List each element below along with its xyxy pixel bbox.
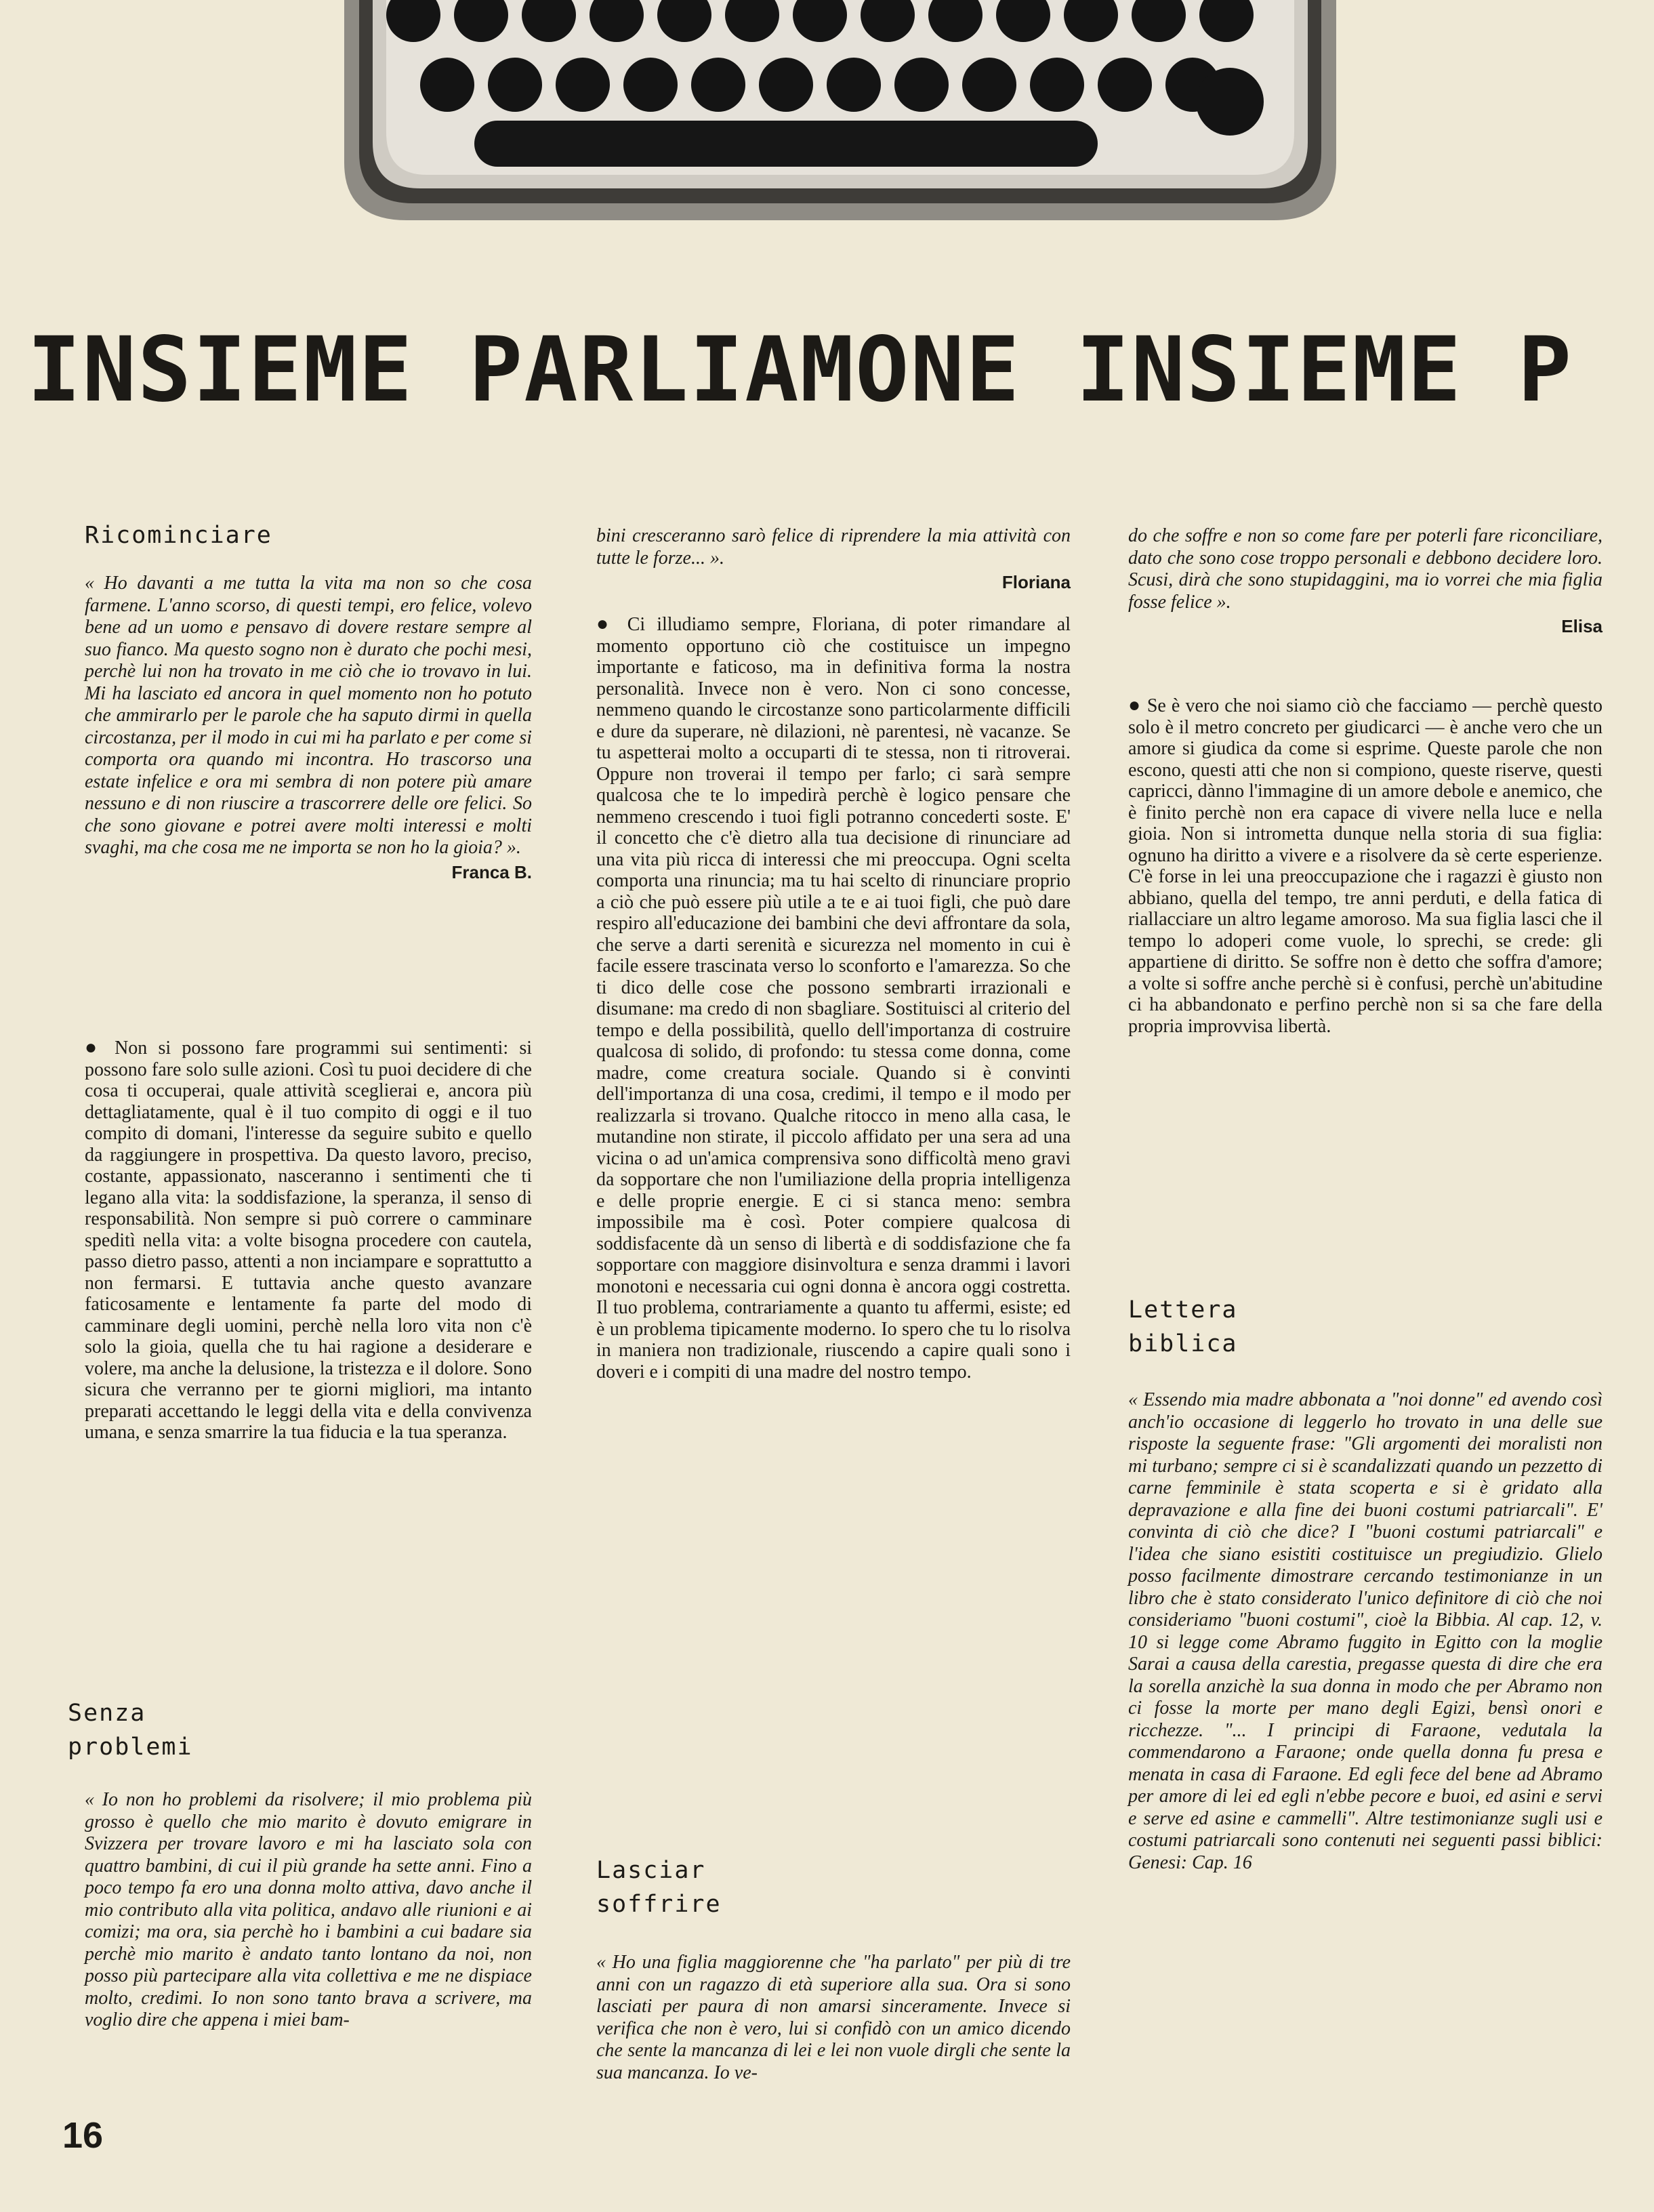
reply-floriana [596, 613, 1071, 1382]
bullet-icon: ● [85, 1036, 115, 1059]
letter-franca [85, 573, 532, 883]
letter-floriana-continued [596, 525, 1071, 593]
heading-senza-problemi [68, 1696, 515, 1764]
reply-text: Non si possono fare programmi sui sentimenti: si possono fare solo sulle azioni. Così tu puoi decidere di che cosa ti occuperai, quale attività sceglierai e, ancora più dettagliatamente, qual è il tuo compito di oggi e il tuo compito di domani, l'interesse da seguire subito e quello da raggiungere in prospettiva. Da questo lavoro, preciso, costante, appassionato, nasceranno i sentimenti che ti legano alla vita: la soddisfazione, la speranza, il senso di responsabilità. Non sempre si può correre o camminare speditì nella vita: a volte bisogna procedere con cautela, passo dietro passo, attenti a non inciampare e soprattutto a non fermarsi. E tuttavia anche questo avanzare faticosamente e lentamente fa parte del modo di camminare degli uomini, perchè nella loro vita non c'è solo la gioia, quella che tu hai ragione a desiderare e volere, ma anche la delusione, la tristezza e il dolore. Sono sicura che verranno per te giorni migliori, ma intanto preparati accettando le leggi della vita e della convivenza umana, e senza smarrire la tua fiducia e la tua speranza. [85, 1038, 532, 1443]
letter-elisa [596, 1952, 1071, 2084]
typewriter-key [1098, 58, 1152, 112]
letter-text: « Essendo mia madre abbonata a "noi donne" ed avendo così anch'io occasione di leggerlo ho trovato in una delle sue risposte la seguente frase: "Gli argomenti dei moralisti non mi turbano; sempre ci si è scandalizzati quando un pezzetto di carne femminile è stata scoperta e si è gridato alla depravazione e alla fine dei buoni costumi patriarcali". E' convinta di ciò che dice? I "buoni costumi patriarcali" e l'idea che siano esistiti costituisce un pregiudizio. Glielo posso facilmente dimostrare cercando testimonianze in un libro che è stato considerato l'unico definitore di ciò che noi consideriamo "buoni costumi", cioè la Bibbia. Al cap. 12, v. 10 si legge come Abramo fuggito in Egitto con la moglie Sarai a causa della carestia, pregasse questa di dire che era la sorella anzichè la sua donna in modo che per Abramo non ci fosse la morte per mano degli Egizi, bensì onori e ricchezze. "... I principi di Faraone, vedutala la commendarono a Faraone; onde quella donna fu presa e menata in casa di Faraone. Ed egli fece del bene ad Abramo per amore di lei ed egli n'ebbe pecore e buoi, ed asini e servi e serve ed asine e cammelli". Altre testimonianze sugli usi e costumi patriarcali sono contenuti nei seguenti passi biblici: Genesi: Cap. 16 [1128, 1389, 1603, 1873]
heading-line: soffrire [596, 1891, 722, 1918]
signature-floriana: Floriana [1001, 572, 1071, 592]
reply-text: Ci illudiamo sempre, Floriana, di poter rimandare al momento opportuno ciò che costituisce un impegno importante e faticoso, ma in definitiva forma la nostra personalità. Invece non è vero. Non ci sono concesse, nemmeno quando le circostanze sono particolarmente difficili e dure da superare, nè dilazioni, nè parentesi, nè vacanze. Se tu aspetterai molto a occuparti di te stessa, non ti ritroverai. Oppure non troverai il tempo per farlo; ci sarà sempre qualcosa che te lo impedirà perchè è logico pensare che nemmeno crescendo i tuoi figli potranno concederti soste. E' il concetto che c'è dietro alla tua decisione di rinunciare ad una vita più ricca di interessi che mi preoccupa. Ogni scelta comporta una rinuncia; ma tu hai scelto di rinunciare proprio a ciò che può essere più utile a te e ai tuoi figli, che può dare respiro all'educazione dei bambini che devi affrontare da sola, che serve a darti serenità e sicurezza nel momento in cui è facile essere trascinata verso lo sconforto e l'amarezza. So che ti dico delle cose che possono sembrarti irrazionali e disumane: ma credo di non sbagliare. Sostituisci al criterio del tempo e della possibilità, quello dell'importanza di costruire qualcosa di solido, di profondo: tu stessa come donna, come madre, come creatura sociale. Quando si è convinti dell'importanza di una cosa, credimi, il tempo e il modo per realizzarla si trovano. Qualche ritocco in meno alla casa, le mutandine non stirate, il piccolo affidato per una sera ad una vicina o ad un'amica comprensiva sono difficoltà meno gravi da sopportare che non l'umiliazione della propria intelligenza e delle proprie energie. E ci si stanca meno: sembra impossibile ma è così. Poter compiere qualcosa di soddisfacente dà un senso di libertà e di soddisfazione che fa sopportare con maggiore disinvoltura e senza drammi i lavori monotoni e necessaria cui ogni donna è ancora oggi costretta. Il tuo problema, contrariamente a quanto tu affermi, esiste; ed è un problema tipicamente moderno. Io spero che tu lo risolva in maniera non tradizionale, riuscendo a capire quali sono i doveri e i compiti di una madre del nostro tempo. [596, 614, 1071, 1382]
heading-line: biblica [1128, 1330, 1238, 1357]
heading-ricominciare: Ricominciare [85, 522, 272, 549]
reply-elisa [1128, 695, 1603, 1037]
typewriter-key [894, 58, 949, 112]
typewriter-key [759, 58, 813, 112]
letter-text: « Io non ho problemi da risolvere; il mio problema più grosso è quello che mio marito è dovuto emigrare in Svizzera per trovare lavoro e mi ha lasciato sola con quattro bambini, di cui il più grande ha sette anni. Fino a poco tempo fa ero una donna molto attiva, davo anche il mio contributo alla vita politica, andavo alle riunioni e ai comizi; ma ora, sia perchè ho i bambini a cui badare sia perchè mio marito è andato tanto lontano da noi, non posso più partecipare alla vita collettiva e me ne dispiace molto, credimi. Io non sono tanto brava a scrivere, ma voglio dire che appena i miei bam- [85, 1789, 532, 2030]
typewriter-key [827, 58, 881, 112]
typewriter-key [420, 58, 474, 112]
typewriter-key [1196, 68, 1264, 136]
typewriter-key [962, 58, 1016, 112]
letter-text: « Ho davanti a me tutta la vita ma non so che cosa farmene. L'anno scorso, di questi tempi, ero felice, volevo bene ad un uomo e pensavo di dovere restare sempre al suo fianco. Ma questo sogno non è durato che pochi mesi, perchè lui non ha trovato in me ciò che io trovavo in lui. Mi ha lasciato ed ancora in quel momento non ho potuto che ammirarlo per le parole che ha saputo dirmi in quella circostanza, per il modo in cui mi ha parlato e per come si comporta ora quando mi incontra. Ho trascorso una estate infelice e ora mi sembra di non potere più amare nessuno e di non riuscire a trascorrere delle ore felici. So che sono giovane e potrei avere molti interessi e molti svaghi, ma che cosa me ne importa se non ho la gioia? ». [85, 573, 532, 858]
signature-elisa: Elisa [1561, 616, 1603, 636]
heading-lettera-biblica [1128, 1293, 1603, 1361]
signature-franca: Franca B. [451, 861, 532, 882]
typewriter-key [556, 58, 610, 112]
column-1 [85, 518, 532, 552]
heading-line: Senza [68, 1700, 146, 1727]
typewriter-key [691, 58, 745, 112]
typewriter-key [488, 58, 542, 112]
letter-biblica [1128, 1389, 1603, 1874]
typewriter-key [1030, 58, 1084, 112]
typewriter-key [623, 58, 678, 112]
page-number: 16 [62, 2115, 104, 2156]
heading-line: problemi [68, 1734, 193, 1761]
letter-text: bini cresceranno sarò felice di riprendere la mia attività con tutte le forze... ». [596, 525, 1071, 569]
bullet-icon: ● [1128, 694, 1147, 716]
heading-line: Lasciar [596, 1857, 706, 1884]
heading-line: Lettera [1128, 1296, 1238, 1324]
bullet-icon: ● [596, 613, 627, 635]
letter-text: do che soffre e non so come fare per poterli fare riconciliare, dato che sono cose troppo personali e debbono decidere loro. Scusi, dirà che sono stupidaggini, ma io vorrei che mia figlia fosse felice ». [1128, 525, 1603, 613]
heading-lasciar-soffrire [596, 1853, 1071, 1921]
reply-text: Se è vero che noi siamo ciò che facciamo — perchè questo solo è il metro concreto per giudicarci — è anche vero che un amore si giudica da come si esprime. Queste parole che non escono, questi atti che non si compiono, queste riserve, questi capricci, dànno l'immagine di un amore debole e anemico, che è finito perchè non era capace di vivere nella luce e nella gioia. Non si intrometta dunque nella storia di sua figlia: ognuno ha diritto a vivere e a risolvere da sè certe esperienze. C'è forse in lei una preoccupazione che i ragazzi è giusto non abbiano, quella del tempo, tre anni perduti, e della fatica di riallacciare un altro legame amoroso. Ma sua figlia lasci che il tempo lo adoperi come vuole, lo sprechi, se crede: gli appartiene di diritto. Se soffre non è detto che soffra d'amore; a volte si soffre anche perchè si è confusi, perchè un'abitudine ci ha abbandonato e perfino perchè non si sa che fare della propria improvvisa libertà. [1128, 695, 1603, 1037]
letter-elisa-continued [1128, 525, 1603, 637]
letter-floriana [85, 1789, 532, 2032]
letter-text: « Ho una figlia maggiorenne che "ha parlato" per più di tre anni con un ragazzo di età superiore alla sua. Ora si sono lasciati per paura di non amarsi sinceramente. Invece si verifica che non è vero, lui si confidò con un amico dicendo che sente la mancanza di lei e lei non vuole dirgli che sente la sua mancanza. Io ve- [596, 1952, 1071, 2083]
reply-franca [85, 1037, 532, 1443]
typewriter-keyboard-illustration [332, 0, 1348, 230]
section-banner: INSIEME PARLIAMONE INSIEME P [27, 325, 1573, 415]
